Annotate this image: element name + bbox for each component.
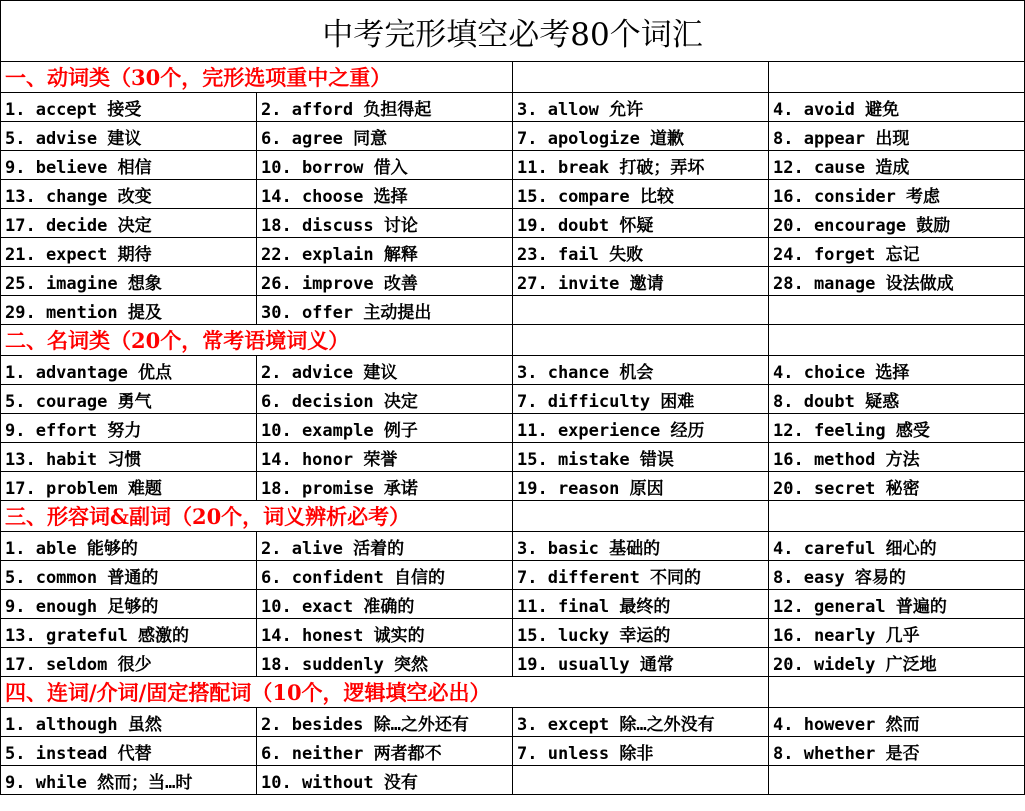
table-row	[1, 737, 1025, 766]
vocab-cell: 20. encourage 鼓励	[769, 209, 1025, 238]
vocab-cell: 3. allow 允许	[513, 93, 769, 122]
vocab-cell: 12. cause 造成	[769, 151, 1025, 180]
section-heading-row	[1, 325, 1025, 356]
vocab-cell: 7. difficulty 困难	[513, 385, 769, 414]
empty-cell	[513, 296, 769, 325]
vocab-cell: 4. avoid 避免	[769, 93, 1025, 122]
vocab-cell: 15. lucky 幸运的	[513, 619, 769, 648]
table-row	[1, 414, 1025, 443]
table-row	[1, 385, 1025, 414]
vocab-cell: 16. method 方法	[769, 443, 1025, 472]
vocab-cell: 17. seldom 很少	[1, 648, 257, 677]
vocab-cell: 28. manage 设法做成	[769, 267, 1025, 296]
vocab-cell: 30. offer 主动提出	[257, 296, 513, 325]
section-heading: 三、形容词&副词（20个，词义辨析必考）	[1, 501, 513, 532]
vocab-cell: 7. unless 除非	[513, 737, 769, 766]
vocab-cell: 16. nearly 几乎	[769, 619, 1025, 648]
table-row	[1, 180, 1025, 209]
page-title: 中考完形填空必考80个词汇	[1, 1, 1025, 62]
vocab-cell: 29. mention 提及	[1, 296, 257, 325]
vocab-cell: 8. appear 出现	[769, 122, 1025, 151]
vocab-cell: 14. honest 诚实的	[257, 619, 513, 648]
vocab-cell: 10. example 例子	[257, 414, 513, 443]
vocab-cell: 4. however 然而	[769, 708, 1025, 737]
table-row	[1, 122, 1025, 151]
vocab-cell: 19. reason 原因	[513, 472, 769, 501]
section-heading: 四、连词/介词/固定搭配词（10个，逻辑填空必出）	[1, 677, 769, 708]
vocab-cell: 11. final 最终的	[513, 590, 769, 619]
empty-cell	[769, 325, 1025, 356]
empty-cell	[513, 325, 769, 356]
vocab-cell: 18. promise 承诺	[257, 472, 513, 501]
vocab-cell: 3. chance 机会	[513, 356, 769, 385]
vocab-cell: 4. careful 细心的	[769, 532, 1025, 561]
table-row	[1, 356, 1025, 385]
vocab-cell: 9. effort 努力	[1, 414, 257, 443]
table-row	[1, 561, 1025, 590]
empty-cell	[769, 296, 1025, 325]
vocab-cell: 9. enough 足够的	[1, 590, 257, 619]
vocab-cell: 23. fail 失败	[513, 238, 769, 267]
section-heading-row	[1, 62, 1025, 93]
empty-cell	[769, 766, 1025, 795]
vocab-cell: 22. explain 解释	[257, 238, 513, 267]
vocab-cell: 8. whether 是否	[769, 737, 1025, 766]
empty-cell	[513, 766, 769, 795]
vocab-cell: 18. discuss 讨论	[257, 209, 513, 238]
vocab-cell: 6. neither 两者都不	[257, 737, 513, 766]
vocab-cell: 17. problem 难题	[1, 472, 257, 501]
vocab-cell: 15. compare 比较	[513, 180, 769, 209]
vocab-cell: 19. usually 通常	[513, 648, 769, 677]
section-heading: 一、动词类（30个，完形选项重中之重）	[1, 62, 513, 93]
table-row	[1, 619, 1025, 648]
section-heading-row	[1, 677, 1025, 708]
vocab-cell: 8. easy 容易的	[769, 561, 1025, 590]
vocab-cell: 1. advantage 优点	[1, 356, 257, 385]
vocab-cell: 3. basic 基础的	[513, 532, 769, 561]
section-heading-row	[1, 501, 1025, 532]
vocab-cell: 20. secret 秘密	[769, 472, 1025, 501]
vocab-cell: 15. mistake 错误	[513, 443, 769, 472]
vocab-cell: 17. decide 决定	[1, 209, 257, 238]
table-row	[1, 267, 1025, 296]
empty-cell	[513, 62, 769, 93]
vocab-cell: 2. besides 除…之外还有	[257, 708, 513, 737]
table-row	[1, 648, 1025, 677]
vocab-cell: 6. confident 自信的	[257, 561, 513, 590]
table-row	[1, 238, 1025, 267]
vocab-cell: 3. except 除…之外没有	[513, 708, 769, 737]
vocab-cell: 13. change 改变	[1, 180, 257, 209]
vocab-cell: 13. grateful 感激的	[1, 619, 257, 648]
vocab-cell: 7. different 不同的	[513, 561, 769, 590]
vocab-cell: 21. expect 期待	[1, 238, 257, 267]
table-row	[1, 151, 1025, 180]
table-row	[1, 590, 1025, 619]
vocab-cell: 16. consider 考虑	[769, 180, 1025, 209]
vocab-cell: 4. choice 选择	[769, 356, 1025, 385]
vocab-cell: 26. improve 改善	[257, 267, 513, 296]
table-row	[1, 93, 1025, 122]
title-row	[1, 1, 1025, 62]
table-row	[1, 443, 1025, 472]
table-row	[1, 532, 1025, 561]
empty-cell	[769, 501, 1025, 532]
vocab-cell: 8. doubt 疑惑	[769, 385, 1025, 414]
vocab-cell: 24. forget 忘记	[769, 238, 1025, 267]
vocab-cell: 1. accept 接受	[1, 93, 257, 122]
vocab-cell: 5. common 普通的	[1, 561, 257, 590]
vocab-cell: 19. doubt 怀疑	[513, 209, 769, 238]
vocab-cell: 14. honor 荣誉	[257, 443, 513, 472]
section-heading: 二、名词类（20个，常考语境词义）	[1, 325, 513, 356]
vocab-cell: 2. alive 活着的	[257, 532, 513, 561]
empty-cell	[513, 501, 769, 532]
table-row	[1, 209, 1025, 238]
vocab-cell: 5. courage 勇气	[1, 385, 257, 414]
vocab-cell: 9. believe 相信	[1, 151, 257, 180]
vocab-cell: 1. able 能够的	[1, 532, 257, 561]
vocab-cell: 1. although 虽然	[1, 708, 257, 737]
table-row	[1, 472, 1025, 501]
table-row	[1, 296, 1025, 325]
vocab-cell: 7. apologize 道歉	[513, 122, 769, 151]
table-row	[1, 766, 1025, 795]
empty-cell	[769, 62, 1025, 93]
empty-cell	[769, 677, 1025, 708]
vocab-cell: 10. exact 准确的	[257, 590, 513, 619]
table-row	[1, 708, 1025, 737]
vocab-cell: 12. feeling 感受	[769, 414, 1025, 443]
vocab-cell: 11. break 打破；弄坏	[513, 151, 769, 180]
vocab-cell: 10. without 没有	[257, 766, 513, 795]
vocab-cell: 6. decision 决定	[257, 385, 513, 414]
vocab-cell: 11. experience 经历	[513, 414, 769, 443]
vocab-cell: 14. choose 选择	[257, 180, 513, 209]
vocabulary-table-body	[1, 1, 1025, 795]
vocab-cell: 10. borrow 借入	[257, 151, 513, 180]
vocab-cell: 6. agree 同意	[257, 122, 513, 151]
vocab-cell: 9. while 然而；当…时	[1, 766, 257, 795]
vocab-cell: 25. imagine 想象	[1, 267, 257, 296]
vocab-cell: 13. habit 习惯	[1, 443, 257, 472]
vocab-cell: 27. invite 邀请	[513, 267, 769, 296]
vocab-cell: 2. advice 建议	[257, 356, 513, 385]
vocab-cell: 5. instead 代替	[1, 737, 257, 766]
vocab-cell: 2. afford 负担得起	[257, 93, 513, 122]
vocab-cell: 12. general 普遍的	[769, 590, 1025, 619]
vocab-cell: 20. widely 广泛地	[769, 648, 1025, 677]
vocab-cell: 5. advise 建议	[1, 122, 257, 151]
vocab-cell: 18. suddenly 突然	[257, 648, 513, 677]
